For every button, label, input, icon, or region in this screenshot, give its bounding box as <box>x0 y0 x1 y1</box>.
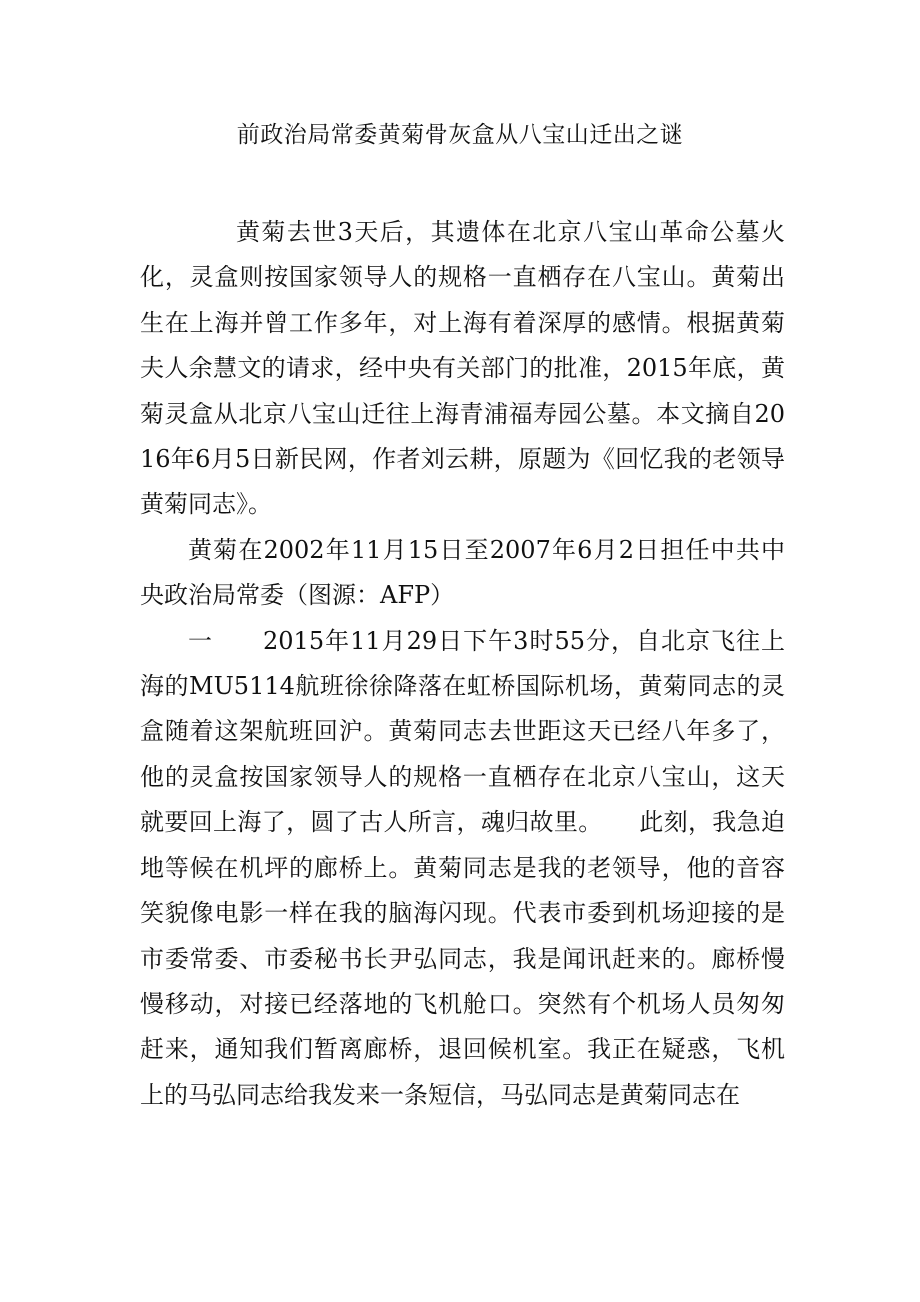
document-title: 前政治局常委黄菊骨灰盒从八宝山迁出之谜 <box>236 122 684 148</box>
paragraph-photo-caption: 黄菊在2002年11月15日至2007年6月2日担任中共中央政治局常委（图源：AFP） <box>140 535 785 610</box>
document-body <box>140 210 785 1118</box>
paragraph-intro: 黄菊去世3天后，其遗体在北京八宝山革命公墓火化，灵盒则按国家领导人的规格一直栖存在八宝山。黄菊出生在上海并曾工作多年，对上海有着深厚的感情。根据黄菊夫人余慧文的请求，经中央有关部门的批准，2015年底，黄菊灵盒从北京八宝山迁往上海青浦福寿园公墓。本文摘自2016年6月5日新民网，作者刘云耕，原题为《回忆我的老领导黄菊同志》。 <box>140 218 785 519</box>
paragraph-section-one: 一 2015年11月29日下午3时55分，自北京飞往上海的MU5114航班徐徐降落在虹桥国际机场，黄菊同志的灵盒随着这架航班回沪。黄菊同志去世距这天已经八年多了，他的灵盒按国家领导人的规格一直栖存在北京八宝山，这天就要回上海了，圆了古人所言，魂归故里。 此刻，我急迫地等候在机坪的廊桥上。黄菊同志是我的老领导，他的音容笑貌像电影一样在我的脑海闪现。代表市委到机场迎接的是市委常委、市委秘书长尹弘同志，我是闻讯赶来的。廊桥慢慢移动，对接已经落地的飞机舱口。突然有个机场人员匆匆赶来，通知我们暂离廊桥，退回候机室。我正在疑惑，飞机上的马弘同志给我发来一条短信，马弘同志是黄菊同志在 <box>140 626 785 1109</box>
